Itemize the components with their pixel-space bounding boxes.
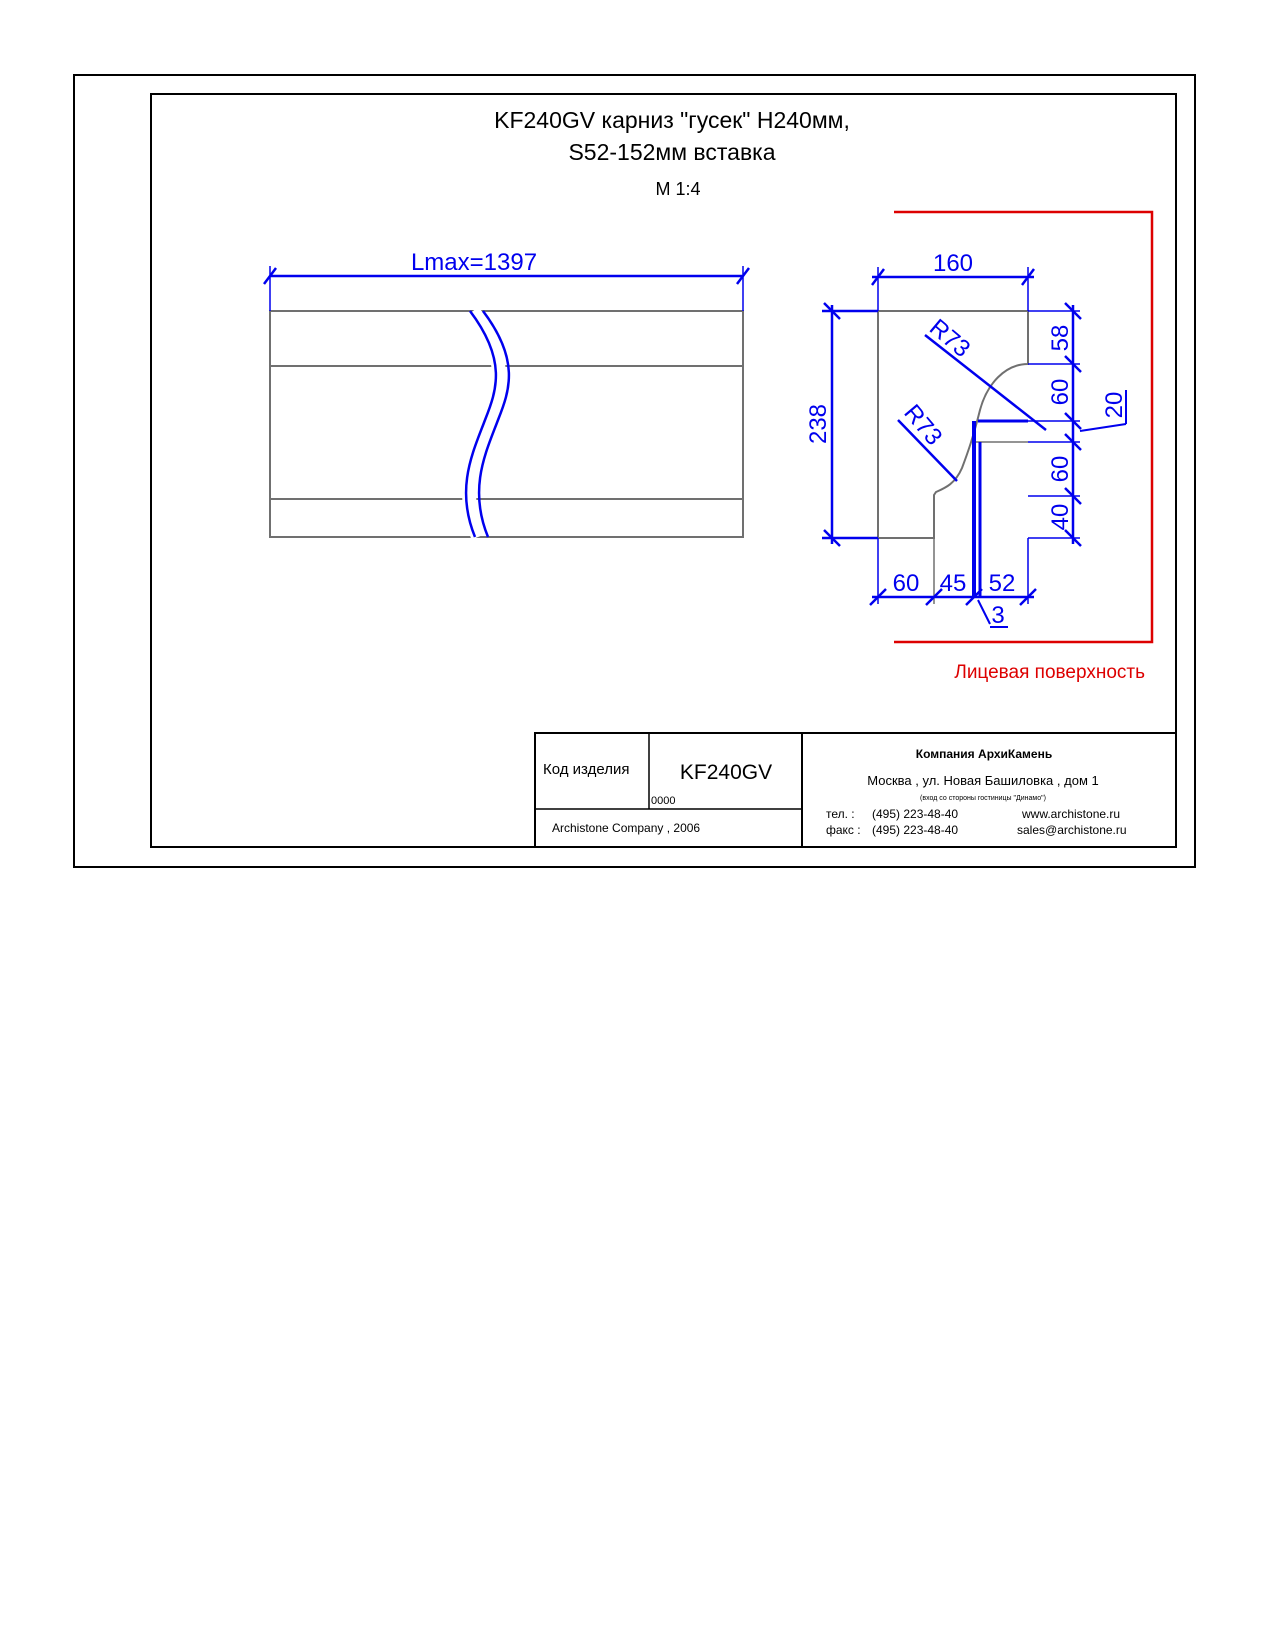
dim-238-label: 238 <box>805 403 832 445</box>
radius-upper-label: R73 <box>924 313 976 363</box>
company-address-note: (вход со стороны гостиницы "Динамо") <box>920 795 1046 802</box>
front-view <box>264 249 749 537</box>
drawing-title-line2: S52-152мм вставка <box>568 139 776 165</box>
dim-60-lower-label: 60 <box>1047 455 1074 483</box>
website-link[interactable]: www.archistone.ru <box>1022 807 1121 821</box>
dim-20-leader <box>1080 424 1126 431</box>
company-name: Компания АрхиКамень <box>915 747 1053 761</box>
email-link[interactable]: sales@archistone.ru <box>1017 823 1127 837</box>
dim-3-label: 3 <box>991 602 1005 629</box>
product-code-number: 0000 <box>651 795 676 807</box>
drawing-title-line1: KF240GV карниз "гусек" H240мм, <box>494 107 850 133</box>
dim-58-label: 58 <box>1047 324 1074 352</box>
product-code-value: KF240GV <box>679 761 773 784</box>
fax-value: (495) 223-48-40 <box>872 823 959 837</box>
profile-view <box>805 250 1128 629</box>
dim-20-label: 20 <box>1101 391 1128 419</box>
dim-bottom-52-label: 52 <box>988 570 1016 597</box>
face-surface-label: Лицевая поверхность <box>954 662 1145 683</box>
inner-frame <box>151 94 1176 847</box>
tel-label: тел. : <box>826 807 855 821</box>
copyright-label: Archistone Company , 2006 <box>552 821 701 835</box>
front-view-outline <box>270 311 743 537</box>
dim-bottom-60-label: 60 <box>892 570 920 597</box>
dim-40-label: 40 <box>1047 503 1074 531</box>
dim-60-upper-label: 60 <box>1047 378 1074 406</box>
dim-160-label: 160 <box>932 250 974 277</box>
fax-label: факс : <box>826 823 861 837</box>
dim-3-leader <box>978 600 990 624</box>
drawing-scale: M 1:4 <box>655 179 701 199</box>
title-block <box>535 733 1176 847</box>
radius-lower-label: R73 <box>898 399 948 451</box>
company-address: Москва , ул. Новая Башиловка , дом 1 <box>867 773 1099 788</box>
tel-value: (495) 223-48-40 <box>872 807 959 821</box>
product-code-label: Код изделия <box>543 761 630 778</box>
dim-bottom-45-label: 45 <box>939 570 967 597</box>
length-dimension-label: Lmax=1397 <box>410 249 538 276</box>
